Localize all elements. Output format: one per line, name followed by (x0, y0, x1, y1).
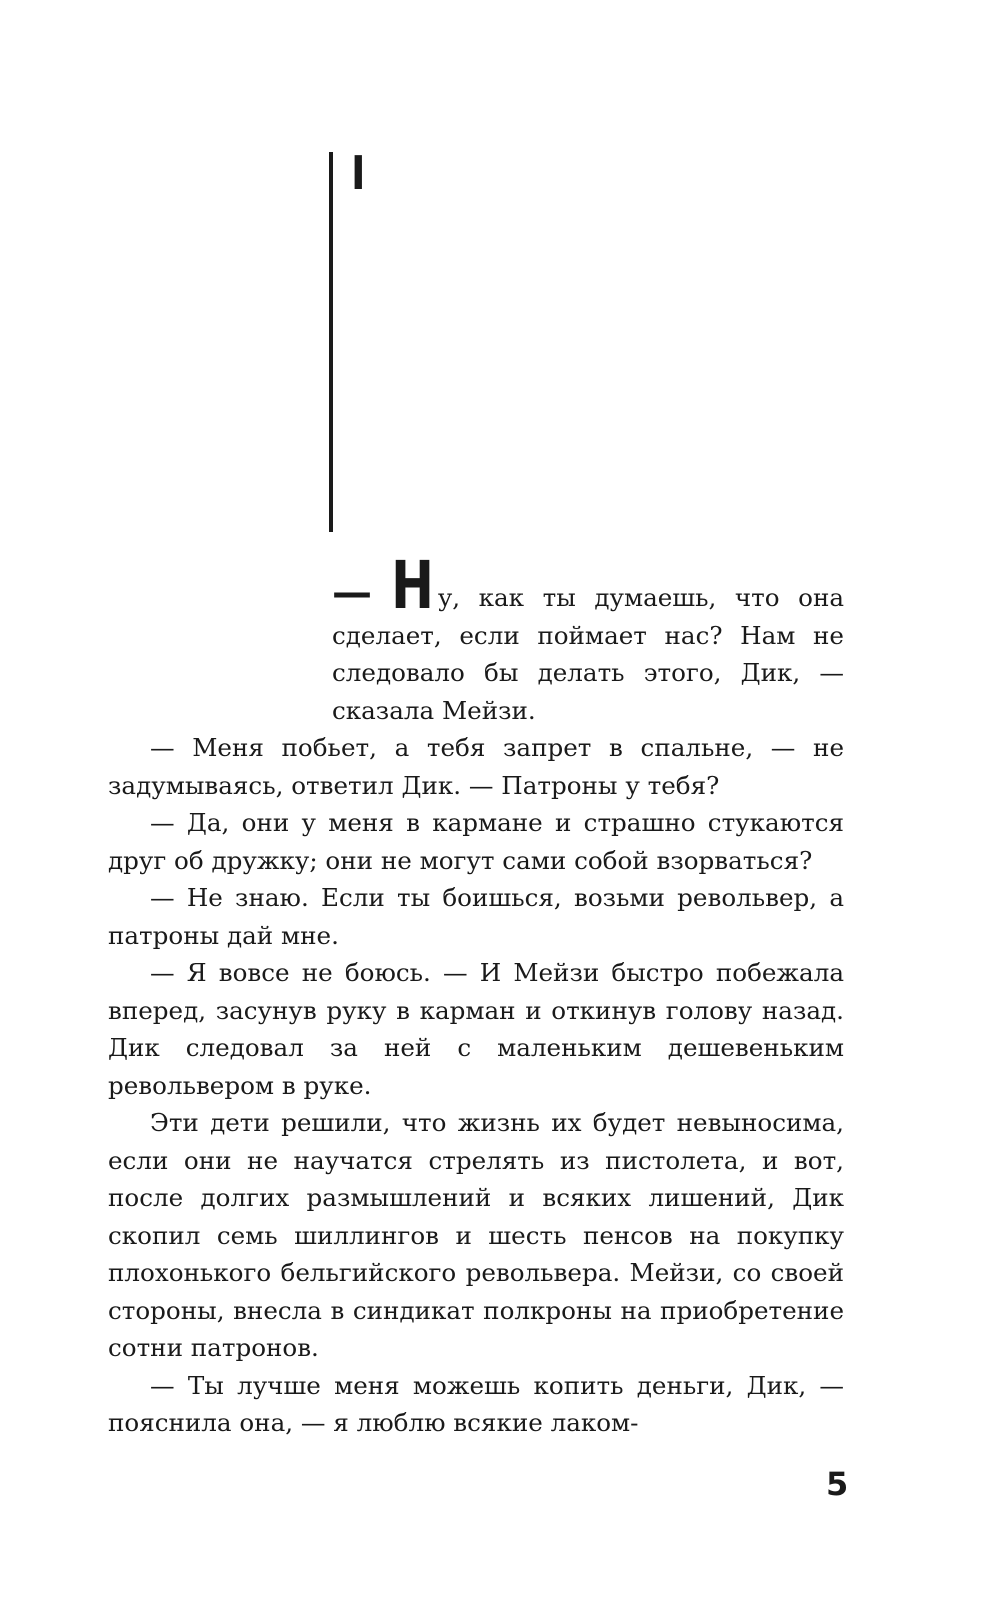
body-text (108, 547, 844, 1442)
opening-text: у, как ты думаешь, что она сделает, если поймает нас? Нам не следовало бы делать этого, Дик, — сказала Мейзи. (332, 583, 844, 725)
page-number: 5 (826, 1465, 849, 1503)
paragraph: — Не знаю. Если ты боишься, возьми револьвер, а патроны дай мне. (108, 883, 844, 950)
paragraph: — Да, они у меня в кармане и страшно стукаются друг об дружку; они не могут сами собой взорваться? (108, 808, 844, 875)
chapter-rule (329, 152, 333, 532)
opening-dash: — (332, 570, 372, 616)
paragraph: Эти дети решили, что жизнь их будет невыносима, если они не научатся стрелять из пистолета, и вот, после долгих размышлений и всяких лишений, Дик скопил семь шиллингов и шесть пенсов на покупку плохонького бельгийского револьвера. Мейзи, со своей стороны, внесла в синдикат полкроны на приобретение сотни патронов. (108, 1108, 844, 1362)
chapter-number: I (351, 146, 366, 200)
opening-paragraph: — Н у, как ты думаешь, что она сделает, если поймает нас? Нам не следовало бы делать этого, Дик, — сказала Мейзи. (332, 547, 844, 725)
paragraph: — Меня побьет, а тебя запрет в спальне, — не задумываясь, ответил Дик. — Патроны у тебя? (108, 733, 844, 800)
paragraph: — Ты лучше меня можешь копить деньги, Дик, — пояснила она, — я люблю всякие лаком- (108, 1370, 844, 1437)
paragraph: — Я вовсе не боюсь. — И Мейзи быстро побежала вперед, засунув руку в карман и откинув голову назад. Дик следовал за ней с маленьким дешевеньким револьвером в руке. (108, 958, 844, 1100)
